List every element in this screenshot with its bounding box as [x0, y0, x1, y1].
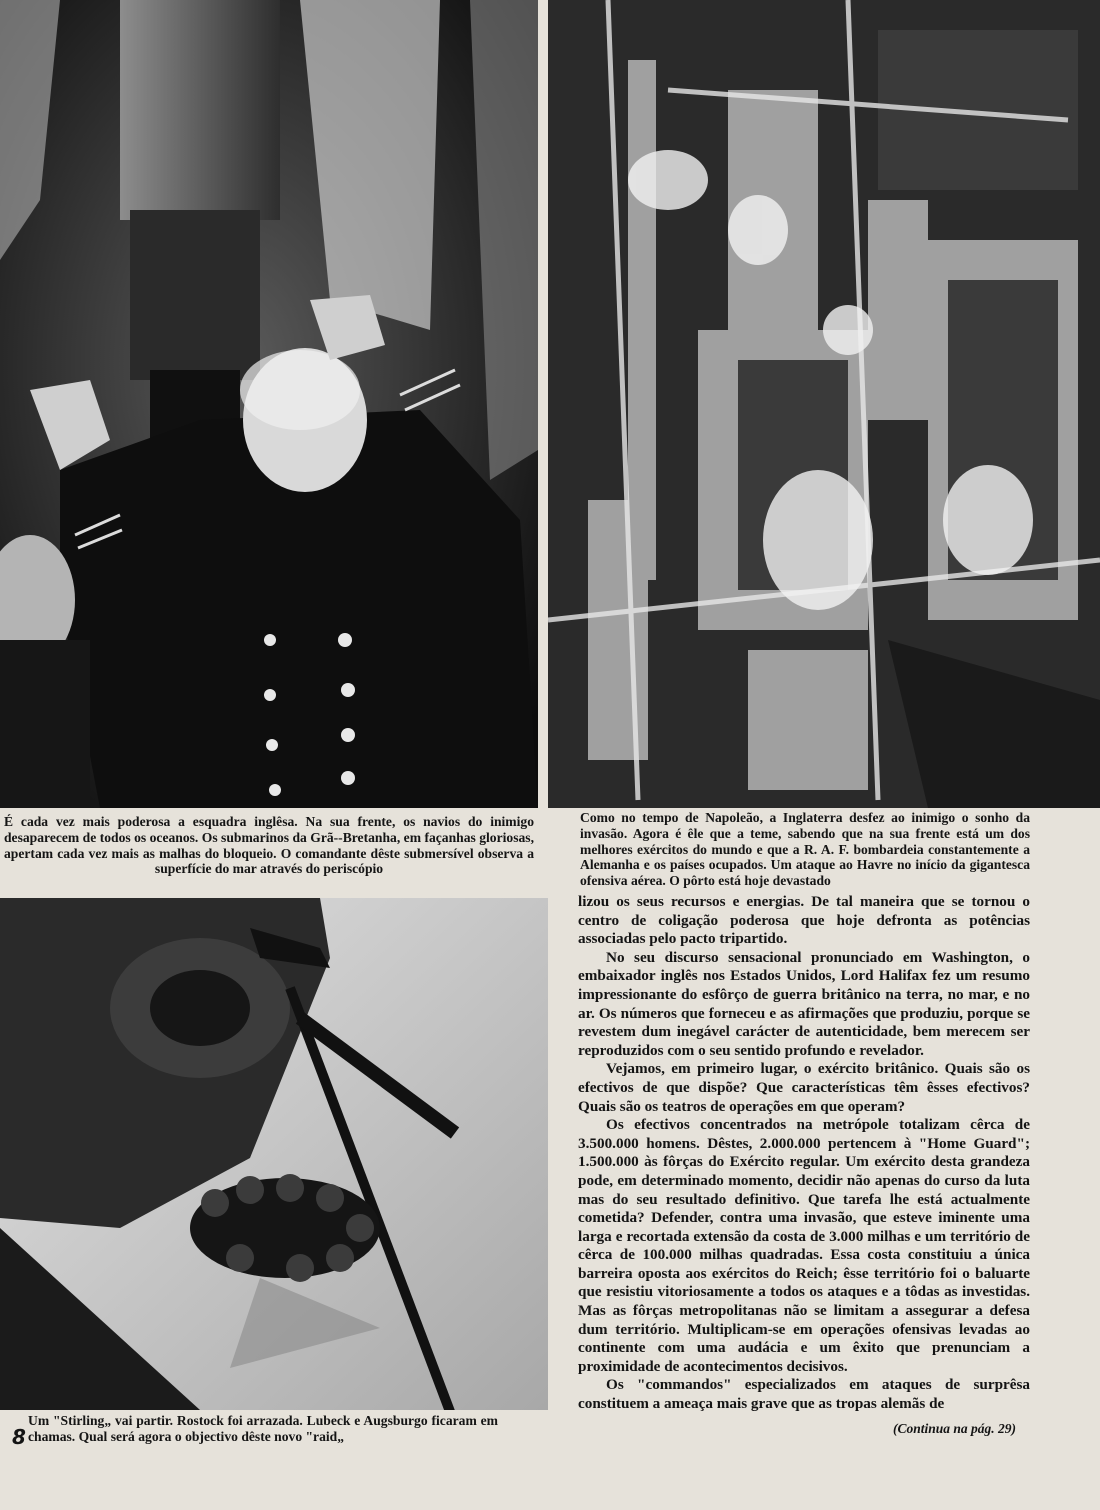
article-paragraph-4: Os efectivos concentrados na metrópole totalizam cêrca de 3.500.000 homens. Dêstes, 2.000.000 pertencem à "Home Guard"; 1.500.000 às fôrças do Exército regular. Um exército desta grandeza pode, em determinado momento, decidir não apenas do curso da luta mas do seu resultado definitivo. Que tarefa lhe está actualmente cometida? Defender, contra uma invasão, que esteve iminente uma larga e recortada extensão da costa de 3.000 milhas e um território de cêrca de 100.000 milhas quadradas. Essa costa constituiu a única barreira oposta aos exércitos do Reich; êsse território foi o baluarte que resistiu vitoriosamente a todos os ataques e a tôdas as investidas. Mas as fôrças metropolitanas não se limitam a assegurar a defesa dum território. Multiplicam-se em operações ofensivas levadas ao continente com uma audácia e um êxito que prenunciam a proximidade de acontecimentos decisivos.: [578, 1116, 1030, 1375]
article-paragraph-2: No seu discurso sensacional pronunciado em Washington, o embaixador inglês nos Estados Unidos, Lord Halifax fez um resumo impressionante do esfôrço de guerra britânico na terra, no mar, e no ar. Os números que forneceu e as afirmações que produziu, porque se revestem dum inegável carácter de autenticidade, bem merecem ser reproduzidos com o seu sentido profundo e revelador.: [578, 948, 1030, 1059]
caption-aerial: [580, 810, 1030, 889]
photo-stirling-bomber: [0, 898, 548, 1410]
article-paragraph-1: lizou os seus recursos e energias. De tal maneira que se tornou o centro de coligação poderosa que hoje defronta as potências associadas pelo pacto tripartido.: [578, 893, 1030, 948]
caption-submarine-text: É cada vez mais poderosa a esquadra inglêsa. Na sua frente, os navios do inimigo desaparecem de todos os oceanos. Os submarinos da Grã--Bretanha, em façanhas gloriosas, apertam cada vez mais as malhas do bloqueio. O comandante dêste submersível observa a superfície do mar através do periscópio: [4, 814, 534, 877]
article-body: [578, 893, 1030, 1414]
article-paragraph-5: Os "commandos" especializados em ataques de surprêsa constituem a ameaça mais grave que as tropas alemãs de: [578, 1376, 1030, 1413]
photo-aerial-havre: [548, 0, 1100, 808]
continuation-note: (Continua na pág. 29): [892, 1421, 1016, 1436]
caption-aerial-text: Como no tempo de Napoleão, a Inglaterra desfez ao inimigo o sonho da invasão. Agora é êle que a teme, sabendo que na sua frente está um dos melhores exércitos do mundo e que a R. A. F. bombardeia constantemente a Alemanha e os países ocupados. Um ataque ao Havre no início da gigantesca ofensiva aérea. O pôrto está hoje devastado: [580, 810, 1030, 889]
caption-stirling: [28, 1413, 498, 1445]
caption-submarine: [4, 814, 534, 877]
caption-stirling-text: Um "Stirling„ vai partir. Rostock foi arrazada. Lubeck e Augsburgo ficaram em chamas. Qual será agora o objectivo dêste novo "raid„: [28, 1413, 498, 1444]
page-number: 8: [12, 1425, 26, 1449]
article-paragraph-3: Vejamos, em primeiro lugar, o exército britânico. Quais são os efectivos de que dispõe? Que características têm êsses efectivos? Quais são os teatros de operações em que operam?: [578, 1060, 1030, 1115]
photo-submarine-periscope: [0, 0, 538, 808]
